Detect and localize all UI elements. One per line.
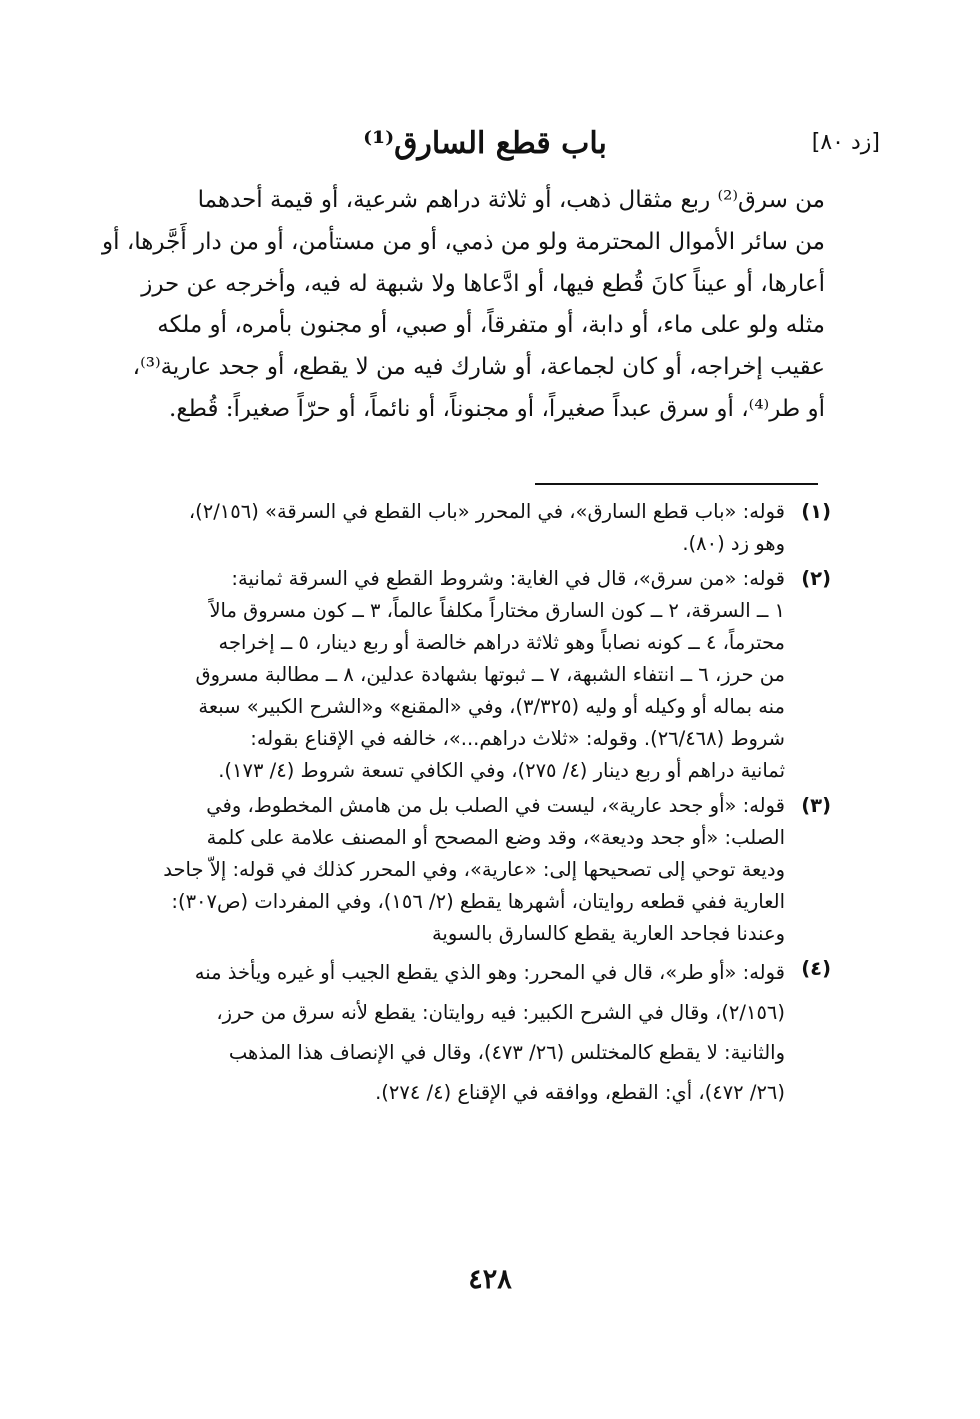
manuscript-marker: [زد ٨٠]: [811, 130, 880, 155]
main-text-line: أو طر⁽⁴⁾، أو سرق عبداً صغيراً، أو مجنوناً، أو نائماً، أو حرّاً صغيراً: قُطع.: [169, 395, 825, 422]
footnote-text: [96, 563, 785, 787]
footnote-line: (٢/١٥٦)، وقال في الشرح الكبير: فيه روايتان: يقطع لأنه سرق من حرز،: [216, 1001, 785, 1024]
footnote-line: قوله: «باب قطع السارق»، في المحرر «باب القطع في السرقة» (٢/١٥٦)،: [188, 500, 785, 523]
footnote-line: العارية ففي قطعه روايتان، أشهرها يقطع (٢/ ١٥٦)، وفي المفردات (ص٣٠٧):: [171, 890, 785, 913]
footnote-2: [96, 563, 831, 787]
footnote-line: وديعة توحي إلى تصحيحها إلى: «عارية»، وفي المحرر كذلك في قوله: إلاّ جاحد: [163, 858, 785, 881]
main-text-line: من سرق⁽²⁾ ربع مثقال ذهب، أو ثلاثة دراهم شرعية، أو قيمة أحدهما: [197, 187, 825, 213]
footnote-line: قوله: «أو جحد عارية»، ليست في الصلب بل من هامش المخطوط، وفي: [206, 794, 785, 817]
footnote-line: قوله: «أو طر»، قال في المحرر: وهو الذي يقطع الجيب أو غيره ويأخذ منه: [194, 961, 785, 984]
footnote-4: [96, 953, 831, 1113]
footnote-number: (١): [801, 500, 831, 523]
main-text: [100, 180, 825, 431]
footnote-line: والثانية: لا يقطع كالمختلس (٢٦/ ٤٧٣)، وقال في الإنصاف هذا المذهب: [228, 1041, 785, 1064]
poem-verse: وعندنا فجاحد العارية يقطع كالسارق بالسوية: [431, 922, 785, 945]
main-text-line: عقيب إخراجه، أو كان لجماعة، أو شارك فيه من لا يقطع، أو جحد عارية⁽³⁾،: [132, 354, 825, 381]
footnote-line: وهو زد (٨٠).: [682, 532, 785, 555]
main-text-line: من سائر الأموال المحترمة ولو من ذمي، أو من مستأمن، أو من دار أَجَّرها، أو: [102, 228, 825, 255]
footnote-number: (٣): [801, 794, 831, 817]
footnote-line: ثمانية دراهم أو ربع دينار (٤/ ٢٧٥)، وفي الكافي تسعة شروط (٤/ ١٧٣).: [218, 759, 785, 782]
footnote-line: قوله: «من سرق»، قال في الغاية: وشروط القطع في السرقة ثمانية:: [231, 567, 785, 590]
main-text-line: مثله ولو على ماء، أو دابة، أو متفرقاً، أو صبي، أو مجنون بأمره، أو ملكه: [157, 312, 825, 339]
footnote-separator: [535, 483, 818, 485]
footnote-line: الصلب: «أو جحد وديعة»، وقد وضع المصحح أو المصنف علامة على كلمة: [206, 826, 785, 849]
footnote-text: [96, 496, 785, 560]
footnotes: [96, 496, 831, 1116]
footnote-line: منه بماله أو وكيله أو وليه (٣/٣٢٥)، وفي «المقنع» و«الشرح الكبير» سبعة: [198, 695, 785, 718]
footnote-line: من حرز، ٦ ــ انتفاء الشبهة، ٧ ــ ثبوتها بشهادة عدلين، ٨ ــ مطالبة مسروق: [195, 663, 785, 686]
footnote-number: (٢): [801, 567, 831, 590]
page-header: [90, 120, 880, 176]
footnote-number: (٤): [801, 957, 831, 980]
footnote-1: [96, 496, 831, 560]
footnote-text: [96, 953, 785, 1113]
footnote-3: [96, 790, 831, 950]
footnote-line: محترماً، ٤ ــ كونه نصاباً وهو ثلاثة دراهم خالصة أو ربع دينار، ٥ ــ إخراجه: [218, 631, 785, 654]
footnote-text: [96, 790, 785, 950]
footnote-line: ١ ــ السرقة، ٢ ــ كون السارق مختاراً مكلفاً عالماً، ٣ ــ كون مسروق مالاً: [209, 599, 785, 622]
main-text-line: أعارها، أو عيناً كانَ قُطع فيها، أو ادَّعاها ولا شبهة له فيه، وأخرجه عن حرز: [141, 270, 825, 297]
page-number: ٤٢٨: [468, 1264, 512, 1295]
chapter-title: باب قطع السارق⁽¹⁾: [363, 126, 607, 161]
footnote-line: (٢٦/ ٤٧٢)، أي: القطع، ووافقه في الإقناع (٤/ ٢٧٤).: [375, 1081, 785, 1104]
footnote-line: شروط (٢٦/٤٦٨). وقوله: «ثلاث دراهم...»، خالفه في الإقناع بقوله:: [250, 727, 785, 750]
